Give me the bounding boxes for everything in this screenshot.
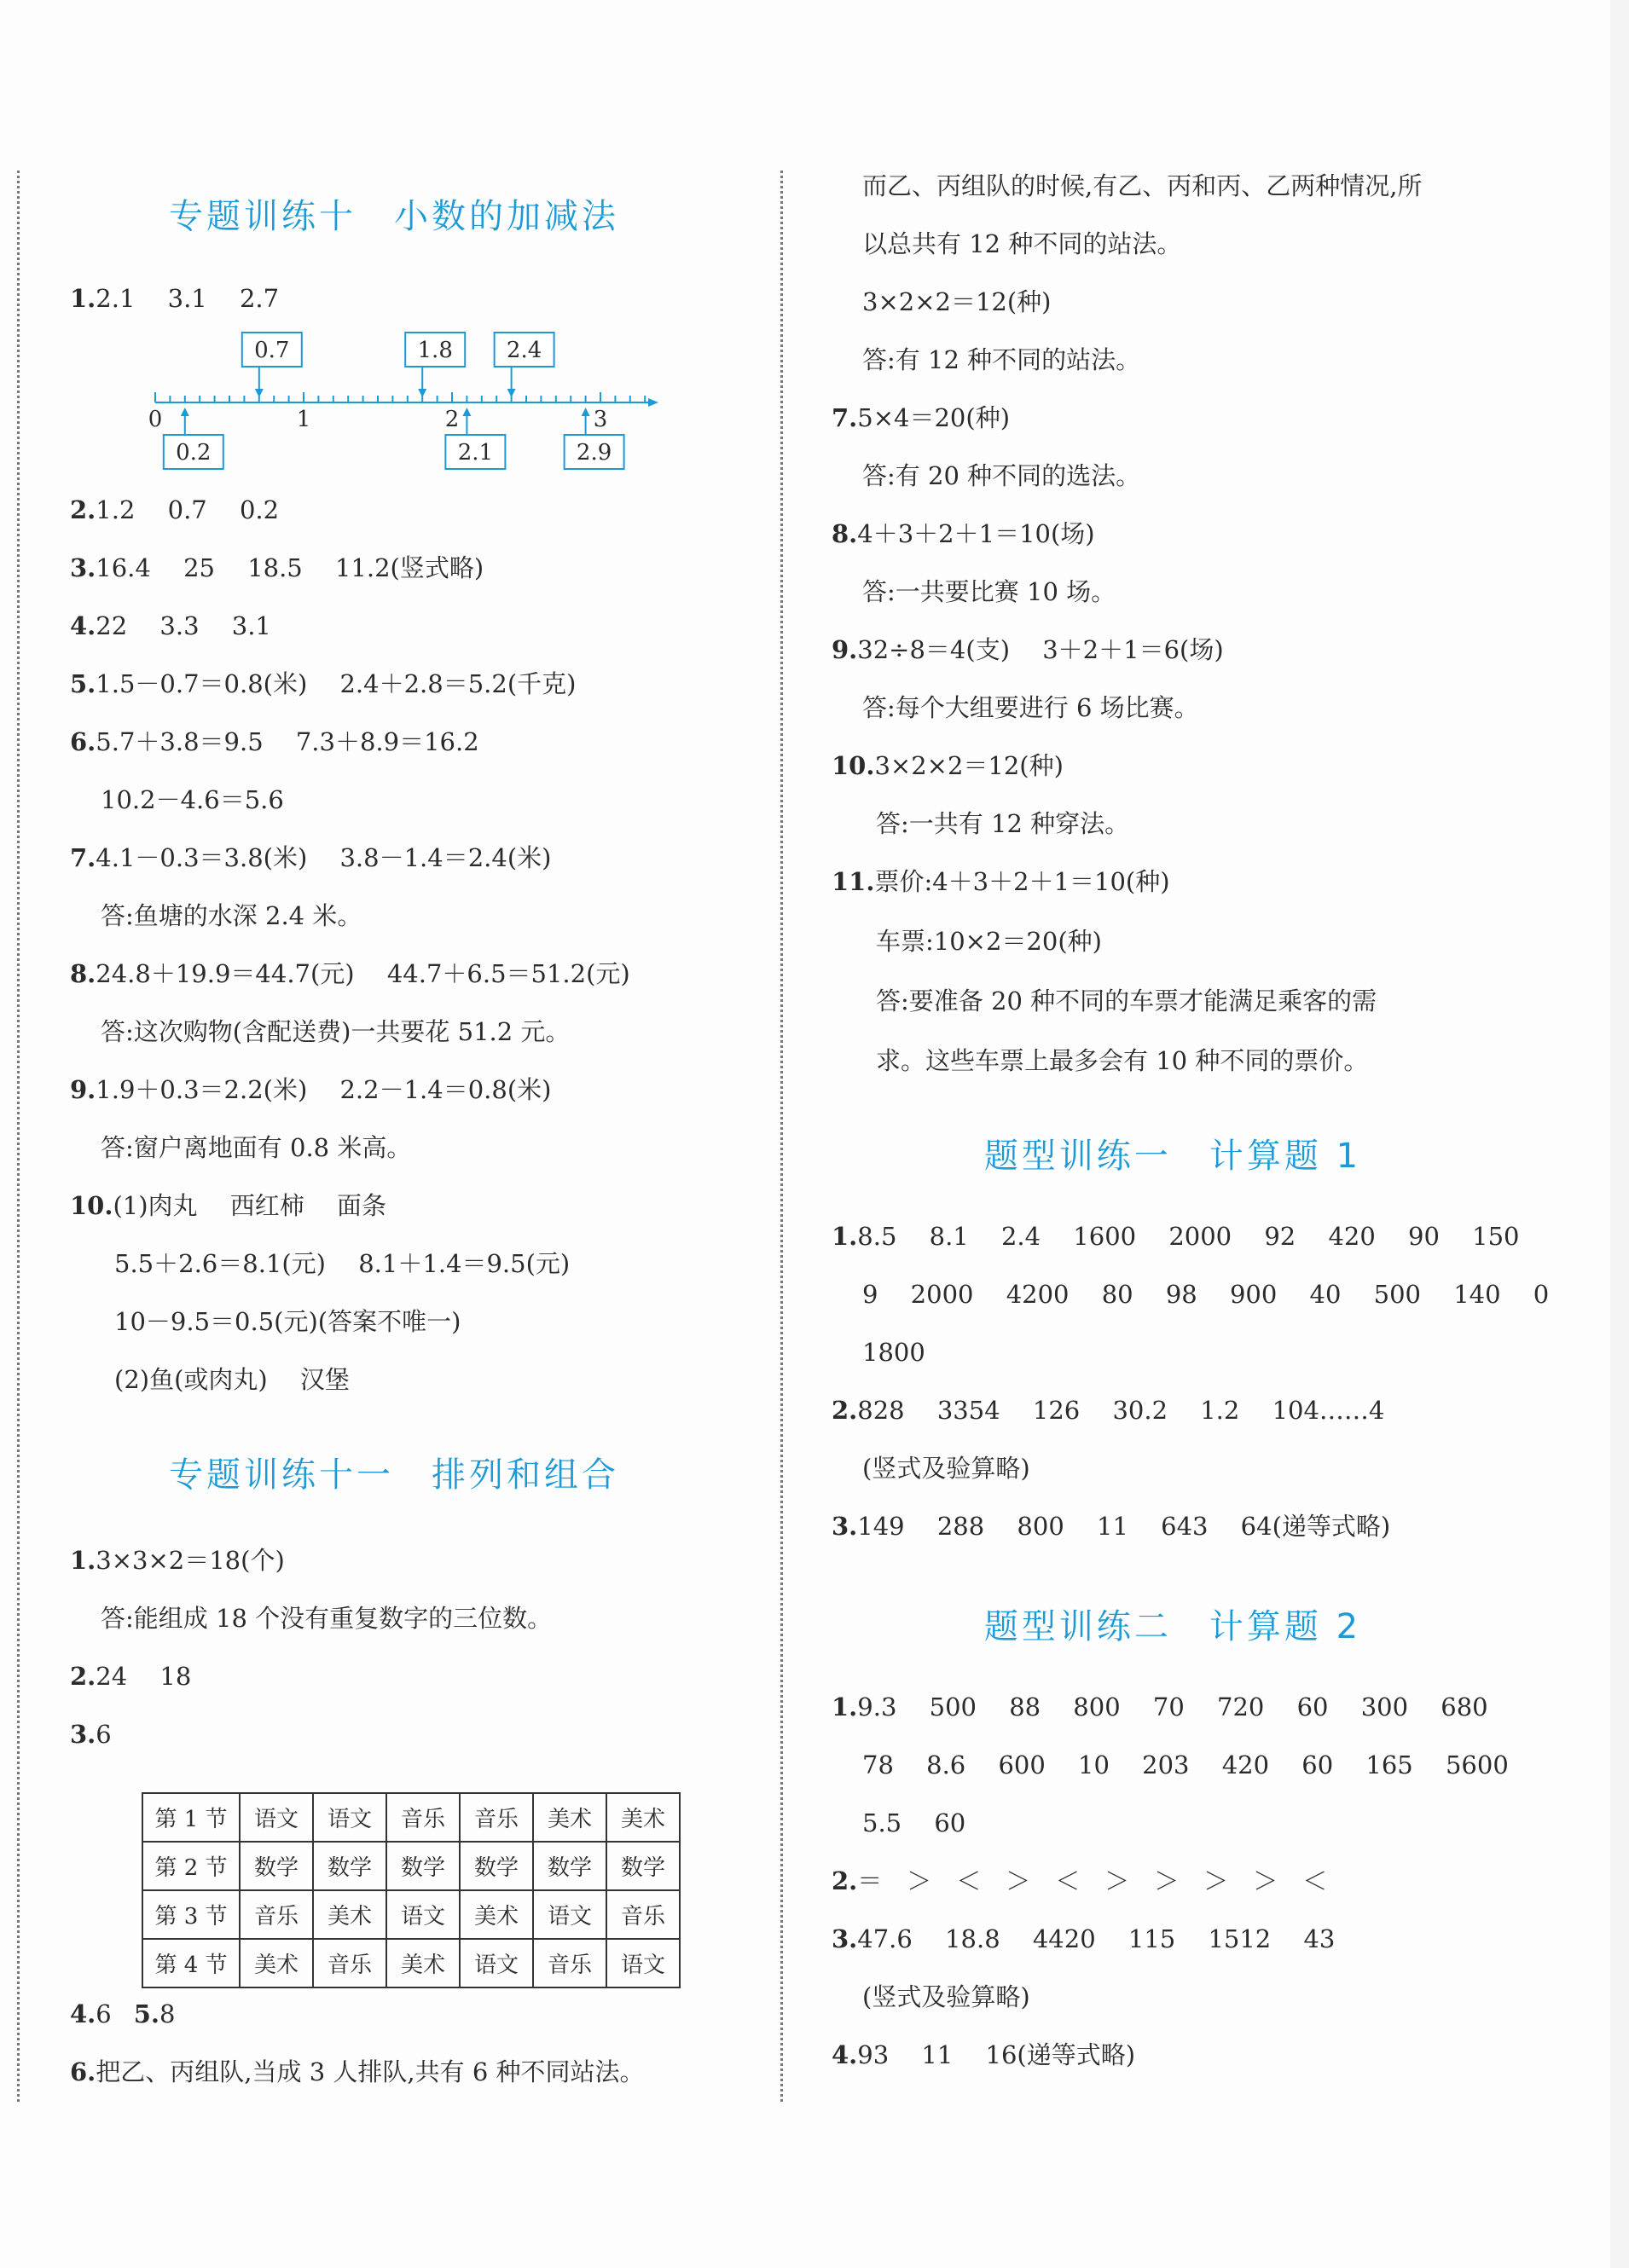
cont-line-3: 3×2×2＝12(种) [862,287,1052,316]
table-row [142,1842,680,1890]
r-answer-11: 11.票价:4＋3＋2＋1＝10(种) [832,867,1170,896]
cont-line-2: 以总共有 12 种不同的站法。 [862,229,1182,258]
answer-10: 10.(1)肉丸 西红柿 面条 [70,1191,386,1220]
r-answer-8-reply: 答:一共要比赛 10 场。 [862,577,1116,606]
section-title-calc-1: 题型训练一 计算题 1 [983,1137,1362,1176]
binding-margin-line [17,171,20,2102]
answer-10-line2: 5.5＋2.6＝8.1(元) 8.1＋1.4＝9.5(元) [114,1249,571,1278]
table-row [142,1939,680,1987]
svg-text:2.1: 2.1 [457,440,494,466]
calc2-answer-1-line2: 78 8.6 600 10 203 420 60 165 5600 [862,1750,1509,1779]
table-cell: 美术 [533,1793,606,1842]
calc1-answer-3: 3.149 288 800 11 643 64(递等式略) [832,1512,1391,1541]
table-cell: 美术 [460,1890,533,1939]
table-cell: 语文 [313,1793,386,1842]
r-answer-7: 7.5×4＝20(种) [832,403,1011,432]
answer-10-line4: (2)鱼(或肉丸) 汉堡 [114,1365,350,1394]
r-answer-11-line2: 车票:10×2＝20(种) [876,927,1102,956]
section-title-permutation: 专题训练十一 排列和组合 [169,1455,619,1495]
cont-line-4: 答:有 12 种不同的站法。 [862,345,1141,374]
answer-3: 3.16.4 25 18.5 11.2(竖式略) [70,553,484,582]
table-cell: 美术 [386,1939,460,1987]
row-header-cell: 第 4 节 [142,1939,240,1987]
table-cell: 音乐 [240,1890,313,1939]
answer-10-line3: 10－9.5＝0.5(元)(答案不唯一) [114,1307,461,1336]
answer-7-reply: 答:鱼塘的水深 2.4 米。 [101,901,362,930]
r-answer-11-line4: 求。这些车票上最多会有 10 种不同的票价。 [876,1046,1369,1075]
table-cell: 数学 [606,1842,680,1890]
number-line-tick-label: 0 [148,407,163,432]
table-cell: 语文 [240,1793,313,1842]
perm-answer-1-reply: 答:能组成 18 个没有重复数字的三位数。 [101,1604,553,1633]
calc2-answer-1-line3: 5.5 60 [862,1808,966,1837]
number-line-top-box [242,333,302,397]
answer-6: 6.5.7＋3.8＝9.5 7.3＋8.9＝16.2 [70,727,479,756]
calc2-answer-2: 2.＝ ＞ ＜ ＞ ＜ ＞ ＞ ＞ ＞ ＜ [832,1866,1328,1895]
perm-answer-4-5: 4.6 5.8 [70,1999,176,2028]
calc2-answer-4: 4.93 11 16(递等式略) [832,2040,1136,2069]
table-cell: 美术 [313,1890,386,1939]
table-cell: 语文 [606,1939,680,1987]
table-cell: 音乐 [460,1793,533,1842]
svg-text:2.9: 2.9 [576,440,612,466]
perm-answer-2: 2.24 18 [70,1662,192,1691]
table-cell: 美术 [606,1793,680,1842]
calc1-answer-2: 2.828 3354 126 30.2 1.2 104……4 [832,1396,1385,1425]
section-title-decimal-addition: 专题训练十 小数的加减法 [169,197,619,236]
table-cell: 音乐 [606,1890,680,1939]
number-line-top-box [405,333,465,397]
number-line-tick-label: 1 [296,407,311,432]
r-answer-9: 9.32÷8＝4(支) 3＋2＋1＝6(场) [832,635,1224,664]
r-answer-10-reply: 答:一共有 12 种穿法。 [876,809,1130,838]
answer-9-reply: 答:窗户离地面有 0.8 米高。 [101,1133,412,1162]
calc1-answer-1: 1.8.5 8.1 2.4 1600 2000 92 420 90 150 [832,1222,1520,1251]
r-answer-8: 8.4＋3＋2＋1＝10(场) [832,519,1095,548]
number-line-bottom-box [164,408,223,469]
r-answer-9-reply: 答:每个大组要进行 6 场比赛。 [862,693,1199,722]
calc2-answer-1: 1.9.3 500 88 800 70 720 60 300 680 [832,1692,1488,1721]
table-cell: 数学 [386,1842,460,1890]
table-row [142,1890,680,1939]
number-line-top-box [495,333,554,397]
calc1-answer-1-line2: 9 2000 4200 80 98 900 40 500 140 0 [862,1280,1550,1309]
number-line-tick-label: 3 [593,407,608,432]
calc1-answer-2-line2: (竖式及验算略) [862,1454,1030,1483]
column-divider [780,171,783,2102]
perm-answer-3: 3.6 [70,1720,112,1749]
table-cell: 音乐 [533,1939,606,1987]
number-line-tick-label: 2 [444,407,460,432]
table-cell: 音乐 [313,1939,386,1987]
perm-answer-1: 1.3×3×2＝18(个) [70,1546,285,1575]
table-cell: 数学 [313,1842,386,1890]
table-cell: 语文 [460,1939,533,1987]
r-answer-11-line3: 答:要准备 20 种不同的车票才能满足乘客的需 [876,986,1377,1015]
number-line-ticks [155,392,645,402]
schedule-table [142,1792,681,1988]
row-header-cell: 第 3 节 [142,1890,240,1939]
table-cell: 音乐 [386,1793,460,1842]
number-line-arrowhead [648,398,658,407]
calc2-answer-3: 3.47.6 18.8 4420 115 1512 43 [832,1924,1336,1953]
r-answer-10: 10.3×2×2＝12(种) [832,751,1064,780]
cont-line-1: 而乙、丙组队的时候,有乙、丙和丙、乙两种情况,所 [862,171,1423,200]
table-cell: 语文 [533,1890,606,1939]
table-cell: 数学 [533,1842,606,1890]
answer-7: 7.4.1－0.3＝3.8(米) 3.8－1.4＝2.4(米) [70,843,552,872]
answer-5: 5.1.5－0.7＝0.8(米) 2.4＋2.8＝5.2(千克) [70,669,577,698]
number-line-top-boxes [242,333,554,397]
svg-text:1.8: 1.8 [417,338,453,363]
row-header-cell: 第 2 节 [142,1842,240,1890]
svg-text:2.4: 2.4 [506,338,542,363]
number-line-labels [148,407,608,432]
answer-8: 8.24.8＋19.9＝44.7(元) 44.7＋6.5＝51.2(元) [70,959,630,988]
table-cell: 语文 [386,1890,460,1939]
svg-text:0.2: 0.2 [176,440,212,466]
table-cell: 美术 [240,1939,313,1987]
calc1-answer-1-line3: 1800 [862,1338,925,1367]
r-answer-7-reply: 答:有 20 种不同的选法。 [862,461,1141,490]
answer-9: 9.1.9＋0.3＝2.2(米) 2.2－1.4＝0.8(米) [70,1075,552,1104]
table-cell: 数学 [460,1842,533,1890]
perm-answer-6: 6.把乙、丙组队,当成 3 人排队,共有 6 种不同站法。 [70,2057,645,2086]
answer-1: 1.2.1 3.1 2.7 [70,284,280,313]
number-line-bottom-boxes [164,408,624,469]
answer-4: 4.22 3.3 3.1 [70,611,271,640]
svg-text:0.7: 0.7 [254,338,290,363]
section-title-calc-2: 题型训练二 计算题 2 [983,1607,1362,1646]
answer-8-reply: 答:这次购物(含配送费)一共要花 51.2 元。 [101,1017,571,1046]
answer-6-line2: 10.2－4.6＝5.6 [101,785,284,814]
calc2-answer-3-line2: (竖式及验算略) [862,1982,1030,2011]
number-line-figure [148,333,735,477]
answer-2: 2.1.2 0.7 0.2 [70,495,280,524]
row-header-cell: 第 1 节 [142,1793,240,1842]
table-cell: 数学 [240,1842,313,1890]
table-row [142,1793,680,1842]
